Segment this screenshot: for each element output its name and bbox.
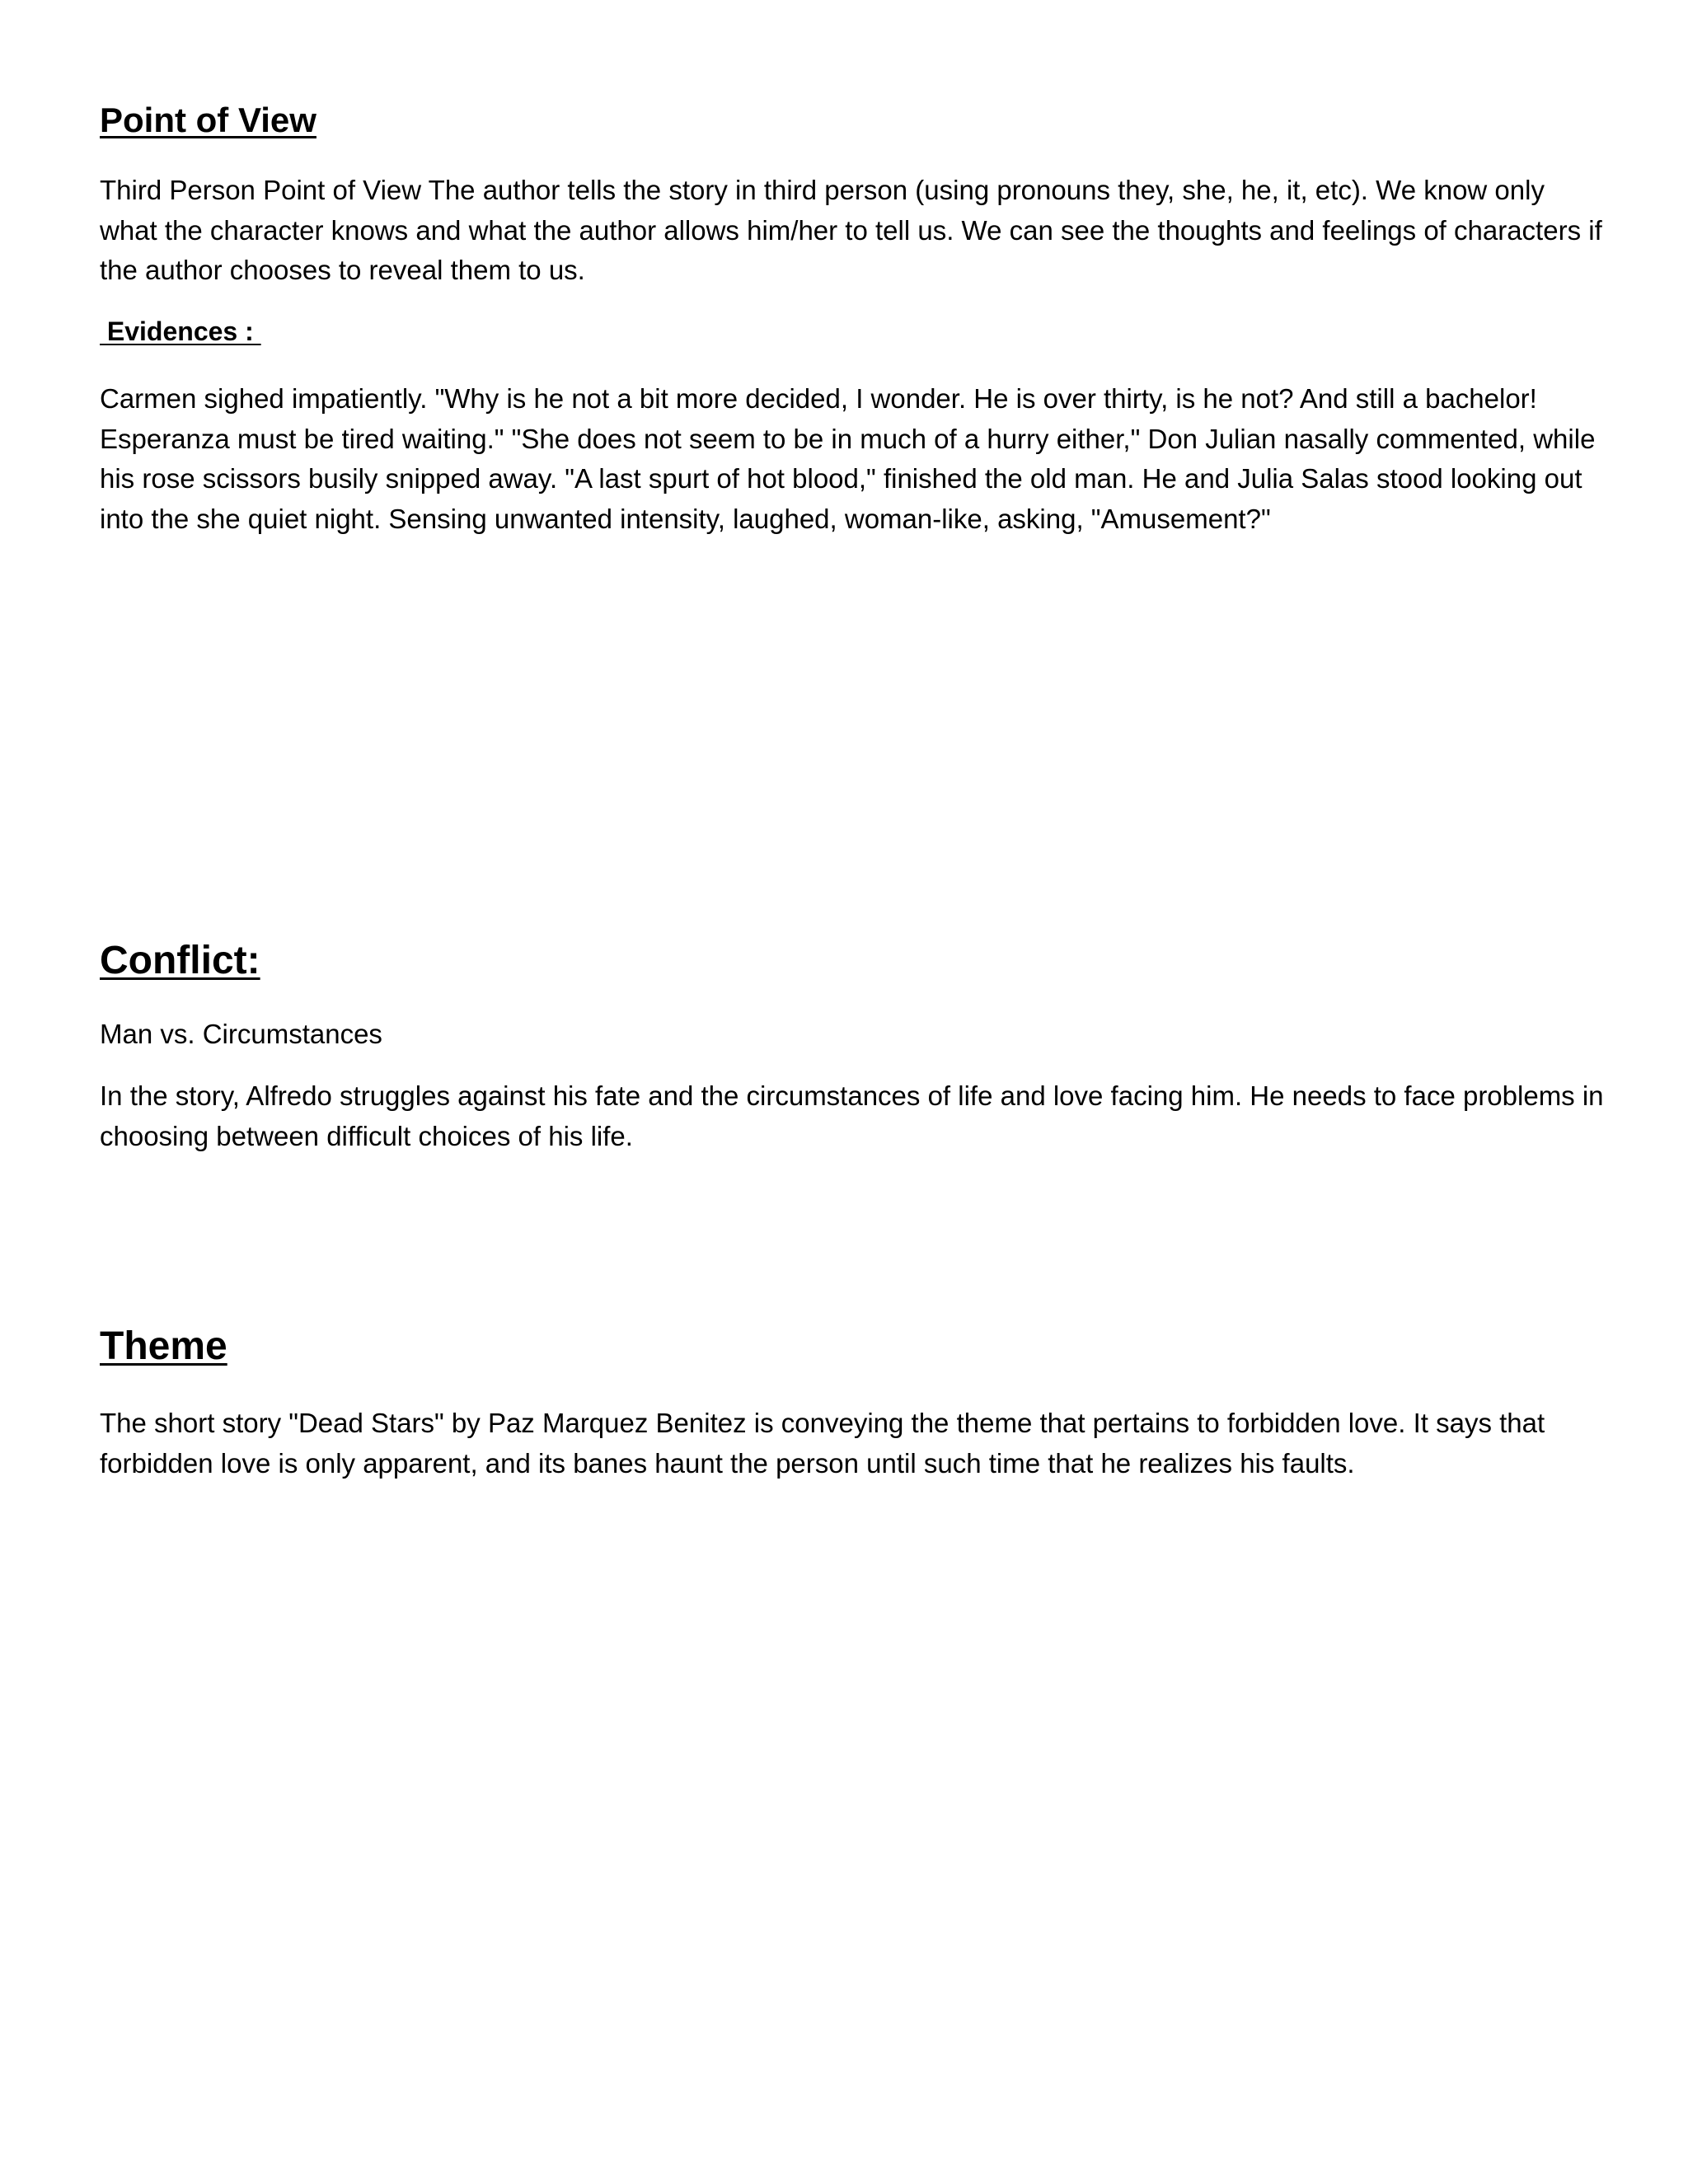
conflict-paragraph: In the story, Alfredo struggles against his fate and the circumstances of life and love facing him. He needs to face problems in choosing between difficult choices of his life. bbox=[100, 1080, 1604, 1151]
theme-paragraph: The short story "Dead Stars" by Paz Marquez Benitez is conveying the theme that pertains to forbidden love. It says that forbidden love is only apparent, and its banes haunt the person until such time that he realizes his faults. bbox=[100, 1408, 1545, 1479]
theme-heading: Theme bbox=[100, 1324, 227, 1368]
point-of-view-paragraph: Third Person Point of View The author tells the story in third person (using pronouns they, she, he, it, etc). We know only what the character knows and what the author allows him/her to tell us. We can see the thoughts and feelings of characters if the author chooses to reveal them to us. bbox=[100, 175, 1602, 285]
conflict-type: Man vs. Circumstances bbox=[100, 1019, 382, 1049]
evidence-paragraph: Carmen sighed impatiently. "Why is he not a bit more decided, I wonder. He is over thirty, is he not? And still a bachelor! Esperanza must be tired waiting." "She does not seem to be in much of a hurry either," Don Julian nasally commented, while his rose scissors busily snipped away. "A last spurt of hot blood," finished the old man. He and Julia Salas stood looking out into the she quiet night. Sensing unwanted intensity, laughed, woman-like, asking, "Amusement?" bbox=[100, 383, 1596, 534]
conflict-heading: Conflict: bbox=[100, 939, 260, 982]
evidences-label: Evidences : bbox=[100, 316, 261, 346]
point-of-view-heading: Point of View bbox=[100, 101, 316, 139]
